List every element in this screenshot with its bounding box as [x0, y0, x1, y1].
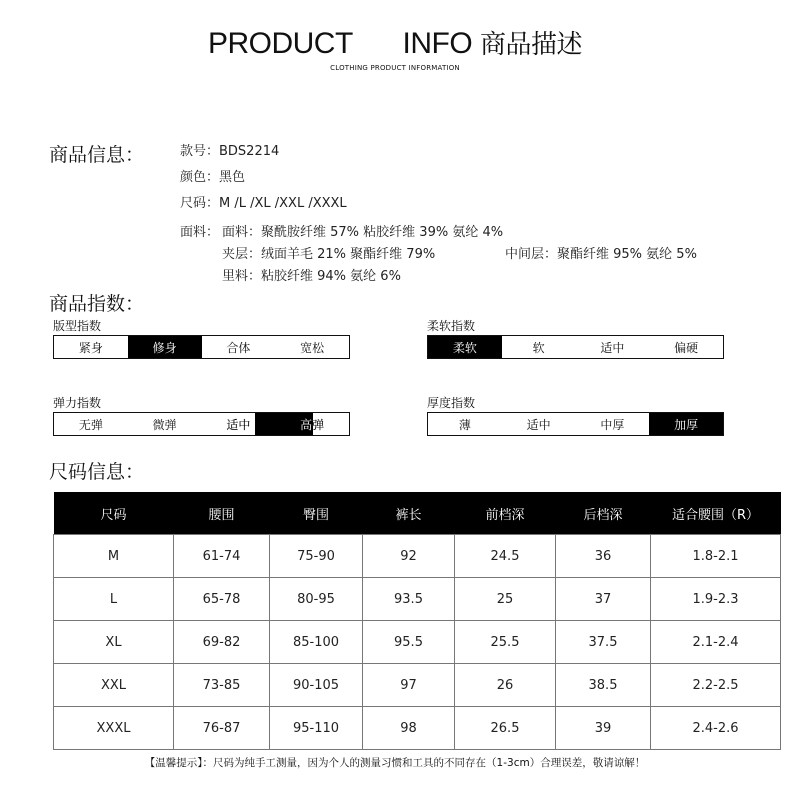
title-chinese: 商品描述: [480, 29, 583, 59]
table-cell: 80-95: [270, 578, 363, 621]
fit-option: 紧身: [78, 340, 103, 355]
color-value: 颜色：黑色: [180, 170, 246, 185]
fabric-line-2a: 夹层：绒面羊毛 21% 聚酯纤维 79%: [222, 247, 436, 262]
column-header: 臀围: [270, 492, 363, 535]
softness-index-scale: [427, 335, 724, 359]
table-cell: 1.9-2.3: [651, 578, 781, 621]
table-cell: 90-105: [270, 664, 363, 707]
thickness-option: 中厚: [600, 417, 625, 432]
column-header: 腰围: [174, 492, 270, 535]
table-cell: 73-85: [174, 664, 270, 707]
product-info-heading: 商品信息：: [49, 144, 145, 166]
thickness-option: 适中: [526, 417, 551, 432]
table-cell: 38.5: [556, 664, 651, 707]
thickness-index-label: 厚度指数: [427, 396, 476, 410]
softness-option: 适中: [600, 340, 625, 355]
table-cell: 36: [556, 535, 651, 578]
table-cell: 97: [363, 664, 455, 707]
table-cell: 37: [556, 578, 651, 621]
table-cell: L: [54, 578, 174, 621]
softness-option: 偏硬: [674, 340, 699, 355]
table-cell: 61-74: [174, 535, 270, 578]
table-cell: XL: [54, 621, 174, 664]
elastic-index-scale: [53, 412, 350, 436]
table-cell: 25.5: [455, 621, 556, 664]
size-list: 尺码：M /L /XL /XXL /XXXL: [180, 196, 347, 211]
table-cell: 98: [363, 707, 455, 750]
column-header: 后档深: [556, 492, 651, 535]
table-cell: 95.5: [363, 621, 455, 664]
table-cell: 2.1-2.4: [651, 621, 781, 664]
table-row: [54, 535, 781, 578]
elastic-option: 微弹: [152, 417, 177, 432]
table-row: [54, 578, 781, 621]
softness-option: 软: [532, 340, 545, 355]
elastic-option: 无弹: [78, 417, 103, 432]
table-cell: XXXL: [54, 707, 174, 750]
thickness-option-selected: 加厚: [649, 413, 723, 435]
table-cell: 37.5: [556, 621, 651, 664]
fit-index-scale: [53, 335, 350, 359]
table-cell: 76-87: [174, 707, 270, 750]
thickness-index-scale: [427, 412, 724, 436]
style-number: 款号：BDS2214: [180, 144, 280, 159]
table-cell: 26: [455, 664, 556, 707]
table-cell: 26.5: [455, 707, 556, 750]
table-cell: 24.5: [455, 535, 556, 578]
column-header: 适合腰围（R）: [651, 492, 781, 535]
index-heading: 商品指数：: [49, 293, 145, 315]
table-cell: 75-90: [270, 535, 363, 578]
fabric-line-1: 面料：聚酰胺纤维 57% 粘胶纤维 39% 氨纶 4%: [222, 225, 504, 240]
thickness-option: 薄: [458, 417, 471, 432]
measurement-note: 【温馨提示】：尺码为纯手工测量，因为个人的测量习惯和工具的不同存在（1-3cm）合理误差，敬请谅解！: [144, 757, 646, 769]
page-title: [0, 24, 790, 61]
title-info: INFO: [402, 27, 473, 60]
table-cell: XXL: [54, 664, 174, 707]
fabric-line-3: 里料：粘胶纤维 94% 氨纶 6%: [222, 269, 401, 284]
fit-index-label: 版型指数: [53, 319, 102, 333]
page-subtitle: CLOTHING PRODUCT INFORMATION: [330, 64, 460, 72]
elastic-index-label: 弹力指数: [53, 396, 102, 410]
column-header: 裤长: [363, 492, 455, 535]
table-cell: 92: [363, 535, 455, 578]
table-cell: 85-100: [270, 621, 363, 664]
table-cell: M: [54, 535, 174, 578]
elastic-option: 高弹: [300, 417, 325, 432]
softness-index-label: 柔软指数: [427, 319, 476, 333]
elastic-option: 适中: [226, 417, 251, 432]
table-cell: 95-110: [270, 707, 363, 750]
table-cell: 2.2-2.5: [651, 664, 781, 707]
softness-option-selected: 柔软: [428, 336, 502, 358]
table-cell: 69-82: [174, 621, 270, 664]
table-cell: 39: [556, 707, 651, 750]
table-cell: 93.5: [363, 578, 455, 621]
table-row: [54, 621, 781, 664]
size-info-heading: 尺码信息：: [49, 461, 145, 483]
column-header: 前档深: [455, 492, 556, 535]
size-table: [53, 492, 781, 750]
fit-option: 合体: [226, 340, 251, 355]
table-row: [54, 664, 781, 707]
fabric-line-2b: 中间层：聚酯纤维 95% 氨纶 5%: [505, 247, 697, 262]
size-table-header: [54, 492, 781, 535]
title-product: PRODUCT: [207, 27, 353, 60]
table-row: [54, 707, 781, 750]
table-cell: 1.8-2.1: [651, 535, 781, 578]
fit-option-selected: 修身: [128, 336, 202, 358]
table-cell: 65-78: [174, 578, 270, 621]
table-cell: 2.4-2.6: [651, 707, 781, 750]
fit-option: 宽松: [300, 340, 325, 355]
fabric-label: 面料：: [180, 225, 220, 240]
table-cell: 25: [455, 578, 556, 621]
column-header: 尺码: [54, 492, 174, 535]
